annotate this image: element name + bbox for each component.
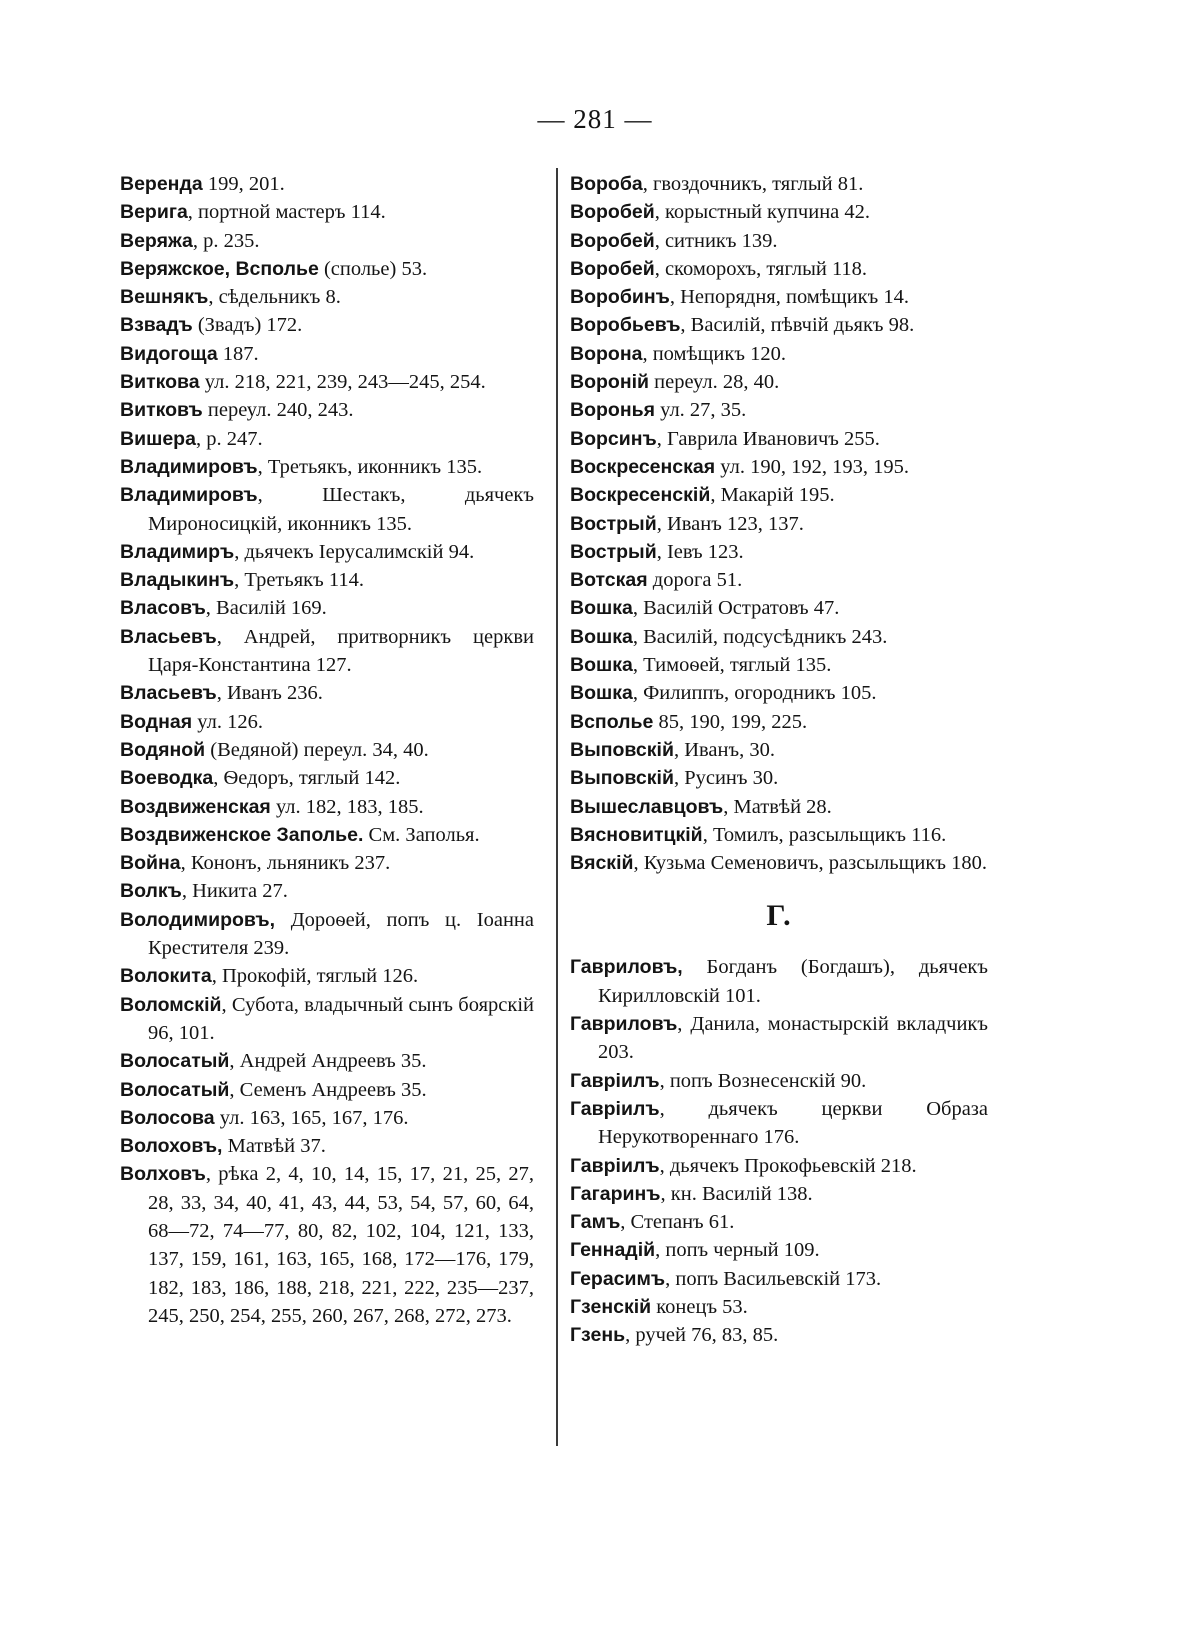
entry-headword: Вороній — [570, 371, 649, 394]
entry-headword: Волкъ — [120, 880, 182, 903]
entry-headword: Геннадій — [570, 1239, 656, 1262]
index-entry — [120, 708, 534, 736]
index-entry — [570, 283, 988, 311]
index-entry — [120, 1104, 534, 1132]
entry-headword: Волховъ — [120, 1163, 206, 1186]
index-entry — [120, 170, 534, 198]
index-entry — [570, 623, 988, 651]
entry-references: , Русинъ 30. — [673, 767, 779, 790]
entry-references: , Субота, владычный сынъ боярскій 96, 101. — [148, 993, 534, 1044]
entry-references: 187. — [217, 342, 259, 365]
index-entry — [570, 227, 988, 255]
entry-references: , попъ Вознесенскій 90. — [659, 1069, 867, 1092]
index-entry — [570, 736, 988, 764]
entry-headword: Водяной — [120, 738, 206, 761]
entry-headword: Воздвиженская — [120, 795, 271, 818]
entry-references: , Степанъ 61. — [620, 1211, 735, 1234]
index-entry — [570, 425, 988, 453]
entry-references: , Ѳедоръ, тяглый 142. — [213, 767, 401, 790]
entry-headword: Вышеславцовъ — [570, 795, 724, 818]
entry-references: , Иванъ 123, 137. — [656, 512, 804, 535]
entry-headword: Верига — [120, 201, 188, 224]
entry-references: переул. 28, 40. — [649, 371, 780, 394]
entry-headword: Вострый — [570, 540, 657, 563]
entry-references: , Василій, подсусѣдникъ 243. — [632, 625, 888, 648]
entry-headword: Война — [120, 852, 181, 875]
entry-headword: Власьевъ — [120, 625, 217, 648]
index-entry — [570, 311, 988, 339]
entry-references: , р. 247. — [195, 427, 263, 450]
entry-references: переул. 240, 243. — [202, 399, 354, 422]
page-number: — 281 — — [537, 104, 653, 134]
entry-headword: Вострый — [570, 512, 657, 535]
entry-references: , Іевъ 123. — [656, 540, 744, 563]
entry-references: , дьячекъ церкви Образа Нерукотвореннаго 176. — [598, 1097, 988, 1149]
index-entry — [570, 1321, 988, 1349]
entry-references: , Никита 27. — [181, 880, 288, 903]
index-entry — [570, 1236, 988, 1264]
entry-references: , ситникъ 139. — [654, 229, 778, 252]
index-entry — [120, 877, 534, 905]
index-entry — [570, 396, 988, 424]
entry-headword: Воробьевъ — [570, 314, 681, 337]
index-entry — [120, 227, 534, 255]
entry-references: , Андрей, притворникъ церкви Царя-Константина 127. — [148, 625, 534, 677]
entry-references: , рѣка 2, 4, 10, 14, 15, 17, 21, 25, 27, 28, 33, 34, 40, 41, 43, 44, 53, 54, 57, 60, 64, 68—72, 74—77, 80, 82, 102, 104, 121, 133, 137, 159, 161, 163, 165, 168, 172—176, 179, 182, 183, 186, 188, 218, 221, 222, 235—237, 245, 250, 254, 255, 260, 267, 268, 272, 273. — [148, 1163, 534, 1327]
index-entry — [570, 1265, 988, 1293]
entry-references: конецъ 53. — [651, 1295, 748, 1318]
entry-headword: Вошка — [570, 625, 633, 648]
index-entry — [120, 340, 534, 368]
entry-references: Дороѳей, попъ ц. Іоанна Крестителя 239. — [148, 908, 534, 960]
index-entry — [120, 1160, 534, 1330]
entry-references: , Иванъ 236. — [216, 682, 323, 705]
entry-headword: Выповскій — [570, 738, 674, 761]
entry-headword: Веренда — [120, 173, 203, 195]
entry-references: ул. 27, 35. — [654, 399, 747, 422]
index-entry — [120, 849, 534, 877]
index-entry — [570, 651, 988, 679]
entry-headword: Веряжское, Всполье — [120, 257, 319, 280]
entry-headword: Гавриловъ, — [570, 956, 683, 979]
index-entry — [570, 1067, 988, 1095]
index-entry — [570, 793, 988, 821]
entry-references: Богданъ (Богдашъ), дьячекъ Кирилловскій 101. — [598, 956, 988, 1007]
index-column-right — [570, 170, 988, 1350]
entry-headword: Гавриловъ — [570, 1013, 678, 1036]
entry-references: , Василій Остратовъ 47. — [632, 597, 840, 620]
index-entry — [120, 736, 534, 764]
entry-references: , Андрей Андреевъ 35. — [229, 1050, 427, 1073]
index-entry — [120, 198, 534, 226]
entry-references: , Непорядня, помѣщикъ 14. — [669, 286, 909, 309]
entry-headword: Вошка — [570, 654, 633, 677]
entry-references: ул. 182, 183, 185. — [270, 795, 424, 818]
entry-headword: Власовъ — [120, 597, 206, 620]
entry-references: ул. 126. — [192, 710, 263, 733]
index-entry — [570, 953, 988, 1010]
index-entry — [120, 679, 534, 707]
entry-headword: Волосова — [120, 1106, 215, 1129]
entry-headword: Воскресенская — [570, 455, 716, 478]
entry-headword: Вяскій — [570, 852, 634, 875]
index-entry — [120, 538, 534, 566]
index-entry — [570, 1095, 988, 1152]
index-entry — [570, 679, 988, 707]
entry-headword: Воломскій — [120, 993, 222, 1016]
entry-references: , дьячекъ Прокофьевскій 218. — [659, 1154, 917, 1177]
index-entry — [570, 1293, 988, 1321]
entry-headword: Гамъ — [570, 1211, 621, 1234]
index-column-left — [120, 170, 534, 1330]
index-entry — [120, 623, 534, 680]
index-entry — [120, 991, 534, 1048]
index-entry — [120, 1132, 534, 1160]
entry-headword: Воробей — [570, 229, 655, 252]
entry-references: , Василій 169. — [205, 597, 327, 620]
index-entry — [570, 764, 988, 792]
entry-references: , портной мастеръ 114. — [187, 201, 386, 224]
index-entry — [120, 481, 534, 538]
index-entry — [120, 1047, 534, 1075]
entry-references: , попъ Васильевскій 173. — [665, 1267, 882, 1290]
entry-references: , попъ черный 109. — [655, 1239, 820, 1262]
index-entry — [120, 453, 534, 481]
entry-headword: Вясновитцкій — [570, 823, 703, 846]
entry-headword: Володимировъ, — [120, 908, 276, 931]
entry-references: ул. 163, 165, 167, 176. — [214, 1106, 409, 1129]
index-entry — [570, 1152, 988, 1180]
entry-headword: Владимировъ — [120, 484, 258, 507]
entry-headword: Воробей — [570, 201, 655, 224]
entry-headword: Гагаринъ — [570, 1182, 661, 1205]
entry-headword: Волосатый — [120, 1078, 230, 1101]
index-entry — [570, 510, 988, 538]
entry-references: , Томилъ, разсыльщикъ 116. — [702, 823, 947, 846]
entry-headword: Воронья — [570, 399, 655, 422]
index-entry — [570, 538, 988, 566]
entry-references: , дьячекъ Іерусалимскій 94. — [234, 540, 475, 563]
entry-headword: Взвадъ — [120, 314, 193, 337]
entry-headword: Воздвиженское Заполье. — [120, 823, 364, 846]
entry-headword: Герасимъ — [570, 1267, 666, 1290]
entry-references: , кн. Василій 138. — [660, 1182, 813, 1205]
entry-references: , Третьякъ 114. — [234, 569, 364, 592]
entry-references: , Василій, пѣвчій дьякъ 98. — [680, 314, 915, 337]
index-entry — [570, 198, 988, 226]
entry-references: , корыстный купчина 42. — [654, 201, 871, 224]
entry-references: , Данила, монастырскій вкладчикъ 203. — [598, 1013, 988, 1064]
entry-headword: Волоховъ, — [120, 1135, 223, 1158]
entry-headword: Вотская — [570, 569, 648, 592]
index-group-v — [570, 170, 988, 877]
index-entry — [120, 283, 534, 311]
entry-references: , Макарій 195. — [710, 484, 835, 507]
index-entry — [120, 425, 534, 453]
entry-references: дорога 51. — [647, 569, 743, 592]
entry-references: Матвѣй 37. — [222, 1135, 326, 1158]
entry-headword: Владимировъ — [120, 455, 258, 478]
index-entry — [570, 821, 988, 849]
entry-references: , Кузьма Семеновичъ, разсыльщикъ 180. — [633, 852, 987, 875]
entry-headword: Вороба — [570, 173, 643, 195]
section-letter: Г. — [766, 899, 792, 933]
entry-references: , р. 235. — [192, 229, 260, 252]
entry-headword: Воскресенскій — [570, 484, 711, 507]
index-entry — [570, 481, 988, 509]
entry-headword: Волосатый — [120, 1050, 230, 1073]
index-entry — [570, 453, 988, 481]
entry-references: , помѣщикъ 120. — [642, 342, 786, 365]
index-entry — [570, 594, 988, 622]
index-entry — [570, 1208, 988, 1236]
entry-headword: Гавріилъ — [570, 1097, 660, 1120]
entry-references: , скоморохъ, тяглый 118. — [654, 257, 868, 280]
entry-headword: Гзенскій — [570, 1295, 652, 1318]
index-entry — [570, 1180, 988, 1208]
entry-headword: Волокита — [120, 965, 212, 988]
entry-headword: Ворона — [570, 342, 643, 365]
index-entry — [570, 340, 988, 368]
entry-headword: Вишера — [120, 427, 196, 450]
index-entry — [570, 566, 988, 594]
entry-headword: Виткова — [120, 371, 200, 394]
index-entry — [120, 255, 534, 283]
entry-headword: Вешнякъ — [120, 286, 209, 309]
index-entry — [570, 708, 988, 736]
entry-headword: Воробей — [570, 257, 655, 280]
index-entry — [570, 170, 988, 198]
entry-references: , Кононъ, льняникъ 237. — [180, 852, 391, 875]
index-entry — [570, 1010, 988, 1067]
entry-headword: Власьевъ — [120, 682, 217, 705]
entry-headword: Вошка — [570, 597, 633, 620]
entry-references: , ручей 76, 83, 85. — [625, 1324, 779, 1347]
entry-headword: Выповскій — [570, 767, 674, 790]
index-entry — [120, 1076, 534, 1104]
index-entry — [570, 849, 988, 877]
entry-headword: Воеводка — [120, 767, 214, 790]
entry-references: , Тимоѳей, тяглый 135. — [632, 654, 832, 677]
entry-references: , Гаврила Ивановичъ 255. — [656, 427, 880, 450]
entry-references: 199, 201. — [202, 173, 285, 195]
entry-references: , Матвѣй 28. — [723, 795, 832, 818]
entry-references: , Семенъ Андреевъ 35. — [229, 1078, 427, 1101]
entry-headword: Видогоща — [120, 342, 218, 365]
entry-references: (сполье) 53. — [318, 257, 428, 280]
entry-headword: Воробинъ — [570, 286, 670, 309]
entry-headword: Владыкинъ — [120, 569, 235, 592]
entry-references: , сѣдельникъ 8. — [208, 286, 341, 309]
entry-references: , Филиппъ, огородникъ 105. — [632, 682, 877, 705]
index-entry — [120, 594, 534, 622]
index-entry — [120, 396, 534, 424]
entry-references: (Ведяной) переул. 34, 40. — [205, 738, 429, 761]
index-group-g — [570, 953, 988, 1349]
entry-headword: Гавріилъ — [570, 1069, 660, 1092]
entry-headword: Водная — [120, 710, 193, 733]
index-entry — [120, 764, 534, 792]
index-entry — [120, 821, 534, 849]
index-entry — [570, 255, 988, 283]
entry-headword: Вошка — [570, 682, 633, 705]
entry-references: (Звадъ) 172. — [192, 314, 303, 337]
index-entry — [120, 906, 534, 963]
entry-references: , Шестакъ, дьячекъ Мироносицкій, иконникъ 135. — [148, 484, 534, 535]
entry-references: , Иванъ, 30. — [673, 738, 775, 761]
entry-references: , Прокофій, тяглый 126. — [211, 965, 419, 988]
entry-headword: Гзень — [570, 1324, 626, 1347]
entry-references: , гвоздочникъ, тяглый 81. — [642, 173, 864, 195]
index-entry — [120, 311, 534, 339]
entry-references: ул. 190, 192, 193, 195. — [715, 455, 909, 478]
entry-references: 85, 190, 199, 225. — [653, 710, 808, 733]
entry-headword: Веряжа — [120, 229, 193, 252]
entry-headword: Витковъ — [120, 399, 203, 422]
index-entry — [120, 793, 534, 821]
entry-references: См. Заполья. — [363, 823, 480, 846]
entry-headword: Ворсинъ — [570, 427, 657, 450]
index-entry — [570, 368, 988, 396]
index-entry — [120, 566, 534, 594]
entry-headword: Всполье — [570, 710, 654, 733]
entry-references: ул. 218, 221, 239, 243—245, 254. — [199, 371, 486, 394]
entry-references: , Третьякъ, иконникъ 135. — [257, 455, 483, 478]
column-divider — [556, 168, 558, 1446]
entry-headword: Гавріилъ — [570, 1154, 660, 1177]
entry-headword: Владимиръ — [120, 540, 235, 563]
index-entry — [120, 962, 534, 990]
index-entry — [120, 368, 534, 396]
